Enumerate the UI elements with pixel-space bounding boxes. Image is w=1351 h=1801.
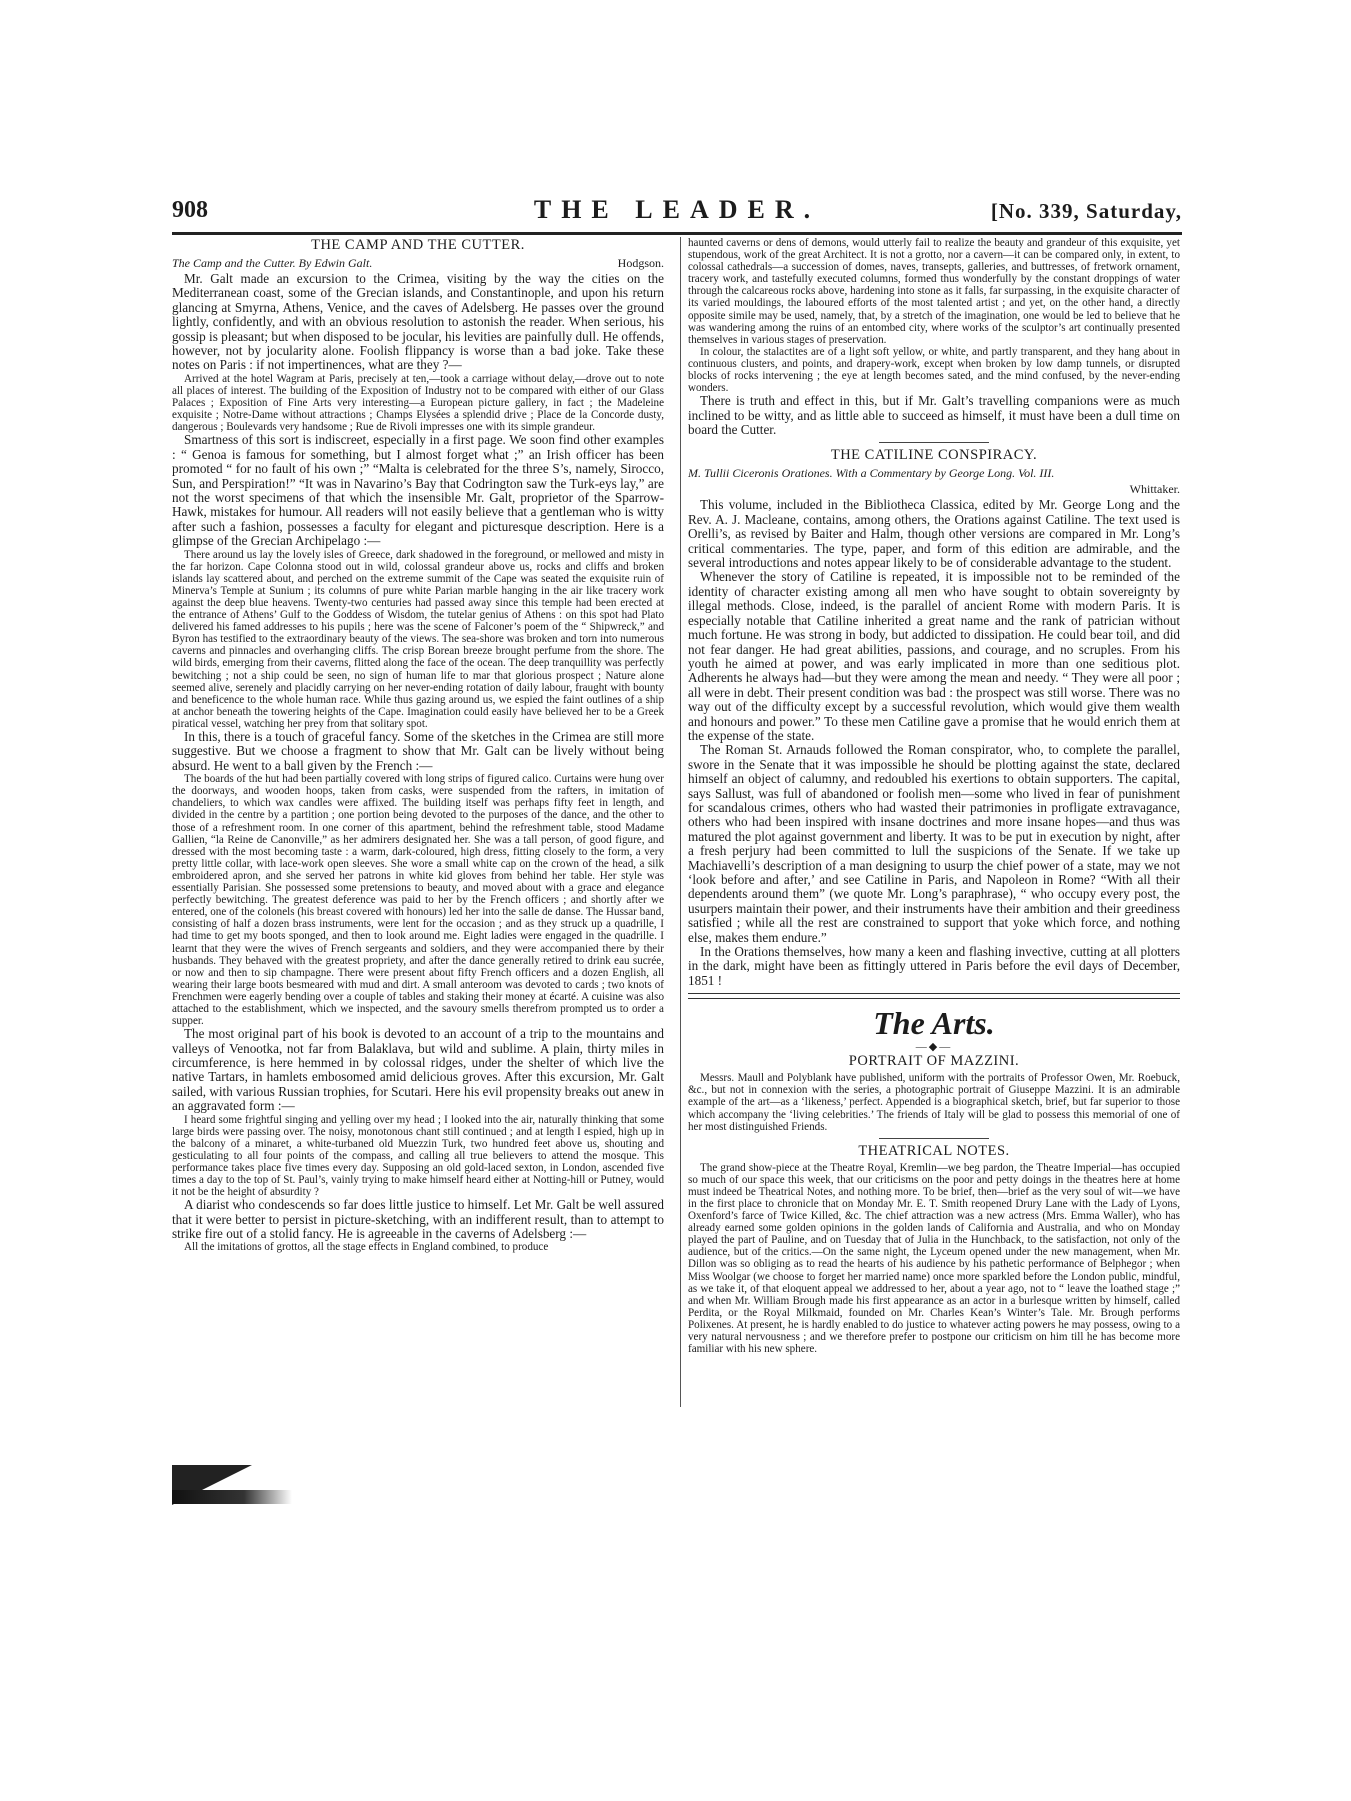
masthead-rule [172, 232, 1182, 235]
catiline-subtitle: M. Tullii Ciceronis Orationes. With a Commentary by George Long. Vol. III. [688, 466, 1055, 481]
camp-quote-adelsberg: All the imitations of grottos, all the stage effects in England combined, to produce [184, 1241, 549, 1254]
camp-quote-paris: Arrived at the hotel Wagram at Paris, precisely at ten,—took a carriage without delay,—drove out to note all places of interest. The building of the Exposition of Industry not to be compared with either of our Glass Palaces ; Exposition of Fine Arts very interesting—a European picture gallery, in fact ; the Madeleine exquisite ; Notre-Dame without attractions ; Champs Elysées a splendid drive ; Place de la Concorde dusty, dangerous ; Boulevards very handsome ; Rue de Rivoli impresses one with its simple grandeur. [172, 372, 664, 434]
camp-heading: THE CAMP AND THE CUTTER. [311, 237, 525, 253]
page-number: 908 [172, 197, 208, 223]
adelsberg-quote-colour: In colour, the stalactites are of a light soft yellow, or white, and partly transparent, and they hang about in continuous clusters, and points, and drapery-work, except when broken by low damp tunnels, or disrupted blocks of rocks intervening ; the eye at length becomes sated, and the mind confused, by the never-ending wonders. [688, 345, 1180, 395]
left-column [172, 237, 664, 1407]
catiline-subtitle-line [688, 466, 1180, 481]
masthead [172, 197, 1182, 231]
camp-quote-muezzin: I heard some frightful singing and yelling over my head ; I looked into the air, naturally thinking that some large birds were passing over. The noisy, monotonous chant still continued ; and at length I espied, high up in the balcony of a minaret, a white-turbaned old Muezzin Turk, two hundred feet above us, shouting and gesticulating to all four points of the compass, and calling all true believers to attend the mosque. This performance takes place five times every day. Supposing an old gold-laced sexton, in London, ascended five times a day to the top of St. Paul’s, vainly trying to make himself heard either at Notting-hill or Putney, would it not be the height of absurdity ? [172, 1113, 664, 1199]
arts-rule [688, 993, 1180, 999]
arts-ornament: —◆— [915, 1041, 953, 1054]
catiline-paragraph-1: This volume, included in the Bibliotheca Classica, edited by Mr. George Long and the Rev. A. J. Macleane, contains, among others, the Orations against Catiline. The text used is Orelli’s, as revised by Baiter and Halm, though other versions are compared in Mr. Long’s critical commentaries. The type, paper, and form of this edition are admirable, and the several introductions and notes appear likely to be of considerable advantage to the student. [688, 497, 1180, 571]
camp-publisher: Hodgson. [617, 256, 664, 270]
section-rule-2 [879, 1138, 989, 1139]
newspaper-title: THE LEADER. [533, 195, 821, 224]
camp-conclusion: There is truth and effect in this, but if Mr. Galt’s travelling companions were as much inclined to be witty, and as little able to succeed as himself, it must have been a dull time on board the Cutter. [688, 393, 1180, 438]
catiline-publisher: Whittaker. [1129, 482, 1180, 497]
right-column [688, 237, 1180, 1407]
camp-quote-ball: The boards of the hut had been partially covered with long strips of figured calico. Curtains were hung over the doorways, and wooden hoops, taken from casks, were suspended from the rafters, in imitation of chandeliers, to which wax candles were affixed. The building itself was perhaps fifty feet in length, and divided in the centre by a partition ; one portion being devoted to the purposes of the dance, and the other to those of a refreshment room. In one corner of this apartment, behind the refreshment table, stood Madame Gallien, “la Reine de Canonville,” as her admirers designated her. She was a tall person, of good figure, and dressed with the most becoming taste : a warm, dark-coloured, high dress, fitting closely to the form, a very pretty little collar, with lace-work open sleeves. She wore a small white cap on the crown of the head, a silk embroidered apron, and she served her patrons in white kid gloves from behind her table. Her style was essentially Parisian. She possessed some pretensions to beauty, and moved about with a grace and elegance perfectly bewitching. The greatest deference was paid to her by the French officers ; and shortly after we entered, one of the colonels (his breast covered with honours) led her into the salle de danse. The Hussar band, consisting of half a dozen brass instruments, were lent for the occasion ; and as they struck up a quadrille, I had time to get my boots sponged, and then to look around me. Eight ladies were engaged in the quadrille. I learnt that they were the wives of French sergeants and soldiers, and they were accompanied there by their husbands. They behaved with the greatest propriety, and after the dance generally retired to drink eau sucrée, or now and then to sip champagne. There were present about fifty French officers and a dozen English, all wearing their large boots besmeared with mud and dirt. A small anteroom was devoted to cards ; two knots of Frenchmen were eagerly bending over a couple of tables and staking their money at écarté. A cuisine was also attached to the establishment, which we inspected, and the savoury smells therefrom prompted us to order a supper. [172, 773, 664, 1028]
camp-paragraph-3: In this, there is a touch of graceful fancy. Some of the sketches in the Crimea are still more suggestive. But we choose a fragment to show that Mr. Galt can be lively without being absurd. He went to a ball given by the French :— [172, 728, 664, 773]
camp-subtitle-line [172, 256, 664, 271]
section-rule [879, 442, 989, 443]
camp-paragraph-4: The most original part of his book is devoted to an account of a trip to the mountains and valleys of Venootka, not far from Balaklava, but wild and sublime. A plain, thirty miles in circumference, is here hemmed in by colossal ridges, under the shelter of which live the native Tartars, in hamlets embosomed amid delicious groves. After this excursion, Mr. Galt sailed, with various Russian trophies, for Scutari. Here his evil propensity breaks out anew in an aggravated form :— [172, 1026, 664, 1114]
theatre-heading: THEATRICAL NOTES. [858, 1142, 1010, 1159]
catiline-publisher-line [688, 482, 1180, 497]
camp-paragraph-1: Mr. Galt made an excursion to the Crimea, visiting by the way the cities on the Mediterranean coast, some of the Grecian islands, and Constantinople, and upon his return glancing at Smyrna, Athens, Venice, and the caves of Adelsberg. He passes over the ground lightly, confidently, and with an obvious resolution to astonish the reader. When serious, his gossip is pleasant; but when disposed to be jocular, his levities are painfully dull. He offends, however, not by jocularity alone. Foolish flippancy is worse than a bad joke. Take these notes on Paris : if not impertinences, what are they ?— [172, 271, 664, 373]
column-divider [680, 237, 681, 1407]
camp-paragraph-2: Smartness of this sort is indiscreet, especially in a first page. We soon find other examples : “ Genoa is famous for something, but I almost forget what ;” an Irish officer has been promoted “ for no fault of his own ;” “Malta is celebrated for the three S’s, namely, Sirocco, Sun, and Perspiration!” “It was in Navarino’s Bay that Codrington saw the Turk-eys lay,” are not the worst specimens of that which the insensible Mr. Galt, proprietor of the Sparrow-Hawk, mistakes for humour. All readers will not easily believe that a gentleman who is witty after such a fashion, possesses a faculty for elegant and picturesque description. Here is a glimpse of the Grecian Archipelago :— [172, 432, 664, 549]
camp-quote-archipelago: There around us lay the lovely isles of Greece, dark shadowed in the foreground, or mellowed and misty in the far horizon. Cape Colonna stood out in wild, colossal grandeur above us, rocks and cliffs and broken islands lay scattered about, and perched on the extreme summit of the Cape was seated the exquisite ruin of Minerva’s Temple at Sunium ; its columns of pure white Parian marble hanging in the air like tracery work against the deep blue heavens. Twenty-two centuries had passed away since this temple had been erected at the entrance of Athens’ Gulf to the Goddess of Wisdom, the tutelar genius of Athens : on this spot had Plato delivered his famed addresses to his pupils ; here was the scene of Falconer’s poem of the “ Shipwreck,” and Byron has testified to the extraordinary beauty of the views. The sea-shore was broken and torn into numerous caverns and pinnacles and overhanging cliffs. The crisp Borean breeze brought perfume from the shore. The wild birds, emerging from their caverns, flitted along the face of the ocean. The deep tranquillity was perfectly bewitching ; not a ship could be seen, no sign of human life to mar that glorious prospect ; Nature alone seemed alive, serenely and placidly carrying on her never-ending rotation of daily labour, fraught with bounty and beneficence to the whole human race. While thus gazing around us, we espied the faint outlines of a ship at anchor beneath the towering heights of the Cape. Imagination could easily have believed her to be a Greek piratical vessel, watching her prey from that solitary spot. [172, 548, 664, 730]
mazzini-paragraph: Messrs. Maull and Polyblank have published, uniform with the portraits of Professor Owen, Mr. Roebuck, &c., but not in connexion with the series, a photographic portrait of Giuseppe Mazzini. It is an admirable example of the art—as a ‘likeness,’ perfect. Appended is a biographical sketch, brief, but far superior to those which accompany the ‘living celebrities.’ The friends of Italy will be glad to possess this memorial of one of her most distinguished Friends. [688, 1072, 1180, 1133]
mazzini-heading: PORTRAIT OF MAZZINI. [848, 1053, 1020, 1070]
catiline-paragraph-4: In the Orations themselves, how many a keen and flashing invective, cutting at all plotters in the dark, might have been as fittingly uttered in Paris before the evil days of December, 1851 ! [688, 944, 1180, 988]
catiline-heading: THE CATILINE CONSPIRACY. [830, 447, 1038, 464]
arts-heading: The Arts. [873, 1005, 995, 1042]
camp-paragraph-5: A diarist who condescends so far does little justice to himself. Let Mr. Galt be well assured that it were better to persist in picture-sketching, with an indifferent result, than to attempt to strike fire out of a stolid fancy. He is agreeable in the caverns of Adelsberg :— [172, 1197, 664, 1242]
camp-subtitle: The Camp and the Cutter. By Edwin Galt. [172, 256, 373, 270]
issue-label: [No. 339, Saturday, [990, 199, 1182, 223]
adelsberg-quote-continued: haunted caverns or dens of demons, would utterly fail to realize the beauty and grandeur of this exquisite, yet stupendous, work of the great Architect. It is not a grotto, nor a cavern—it can be compared only, in extent, to colossal cathedrals—a succession of domes, naves, transepts, galleries, and buttresses, of fretwork ornament, tracery work, and tastefully executed columns, formed thus wonderfully by the constant droppings of water through the calcareous rocks above, hardening into stone as it falls, far surpassing, in the exquisite character of its varied mouldings, the laboured efforts of the most talented artist ; and yet, on the other hand, a directly opposite simile may be used, namely, that, by a stretch of the imagination, one would be led to believe that he was wandering among the ruins of an entombed city, where works of the sculptor’s art continually presented themselves in various stages of preservation. [688, 237, 1180, 346]
catiline-paragraph-2: Whenever the story of Catiline is repeated, it is impossible not to be reminded of the identity of character existing among all men who have sought to obtain sovereignty by illegal methods. Close, indeed, is the parallel of ancient Rome with modern Paris. It is especially notable that Catiline inherited a great name and the rank of patrician without much fortune. He was strong in body, but addicted to dissipation. He could bear toil, and did not fear danger. He had great abilities, passions, and courage, and no scruples. From his youth he aimed at power, and was early implicated in more than one seditious plot. Adherents he always had—but they were among the mean and needy. “ They were all poor ; all were in debt. Their present condition was bad : the prospect was still worse. There was no way out of the difficulty except by a successful revolution, which would give them wealth and honours and power.” To these men Catiline gave a promise that he would enrich them at the expense of the state. [688, 569, 1180, 743]
page-corner-mark-base [172, 1490, 292, 1504]
catiline-paragraph-3: The Roman St. Arnauds followed the Roman conspirator, who, to complete the parallel, swore in the Senate that it was impossible he should be plotting against the state, declared himself an object of calumny, and redoubled his exertions to obtain supporters. The capital, says Sallust, was full of abandoned or foolish men—some who lived in fear of punishment for scandalous crimes, others who had wasted their patrimonies in profligate extravagance, others who had been inspired with insane doctrines and more insane hopes—and thus was matured the plot against government and liberty. It was to be put in execution by night, after a fresh perjury had been committed to lull the suspicions of the Senate. If we take up Machiavelli’s description of a man designing to usurp the chief power of a state, may we not ‘look before and after,’ and see Catiline in Paris, and Napoleon in Rome? “With all their dependents around them” (we quote Mr. Long’s paraphrase), “ who occupy every post, the usurpers maintain their power, and their instruments have their ambition and their greediness satisfied ; while all the rest are constrained to support that yoke which force, and nothing else, makes them endure.” [688, 742, 1180, 945]
theatre-paragraph: The grand show-piece at the Theatre Royal, Kremlin—we beg pardon, the Theatre Imperial—has occupied so much of our space this week, that our criticisms on the poor and petty doings in the theatres here at home must indeed be Theatrical Notes, and nothing more. To be brief, then—brief as the very soul of wit—we have in the first place to chronicle that on Monday Mr. E. T. Smith reopened Drury Lane with the Lady of Lyons, Oxenford’s farce of Twice Killed, &c. The chief attraction was a new actress (Mrs. Emma Waller), who has already earned some golden opinions in the golden lands of California and Australia, and who on Monday played the part of Pauline, and on Tuesday that of Julia in the Hunchback, to the satisfaction, not only of the audience, but of the critics.—On the same night, the Lyceum opened under the new management, when Mr. Dillon was so obliging as to read the hearts of his audience by his pathetic performance of Belphegor ; when Miss Woolgar (we choose to forget her married name) once more sparkled before the London public, mindful, as we take it, of that eloquent appeal we addressed to her, about a year ago, not to “ leave the loathed stage ;” and when Mr. William Brough made his first appearance as an actor in a burlesque written by himself, called Perdita, or the Royal Milkmaid, founded on Mr. Charles Kean’s Winter’s Tale. Mr. Brough performs Polixenes. At present, he is hardly enabled to do justice to whatever acting powers he may possess, owing to a very natural nervousness ; and we therefore prefer to postpone our criticism on him till he has become more familiar with his new sphere. [688, 1161, 1180, 1356]
